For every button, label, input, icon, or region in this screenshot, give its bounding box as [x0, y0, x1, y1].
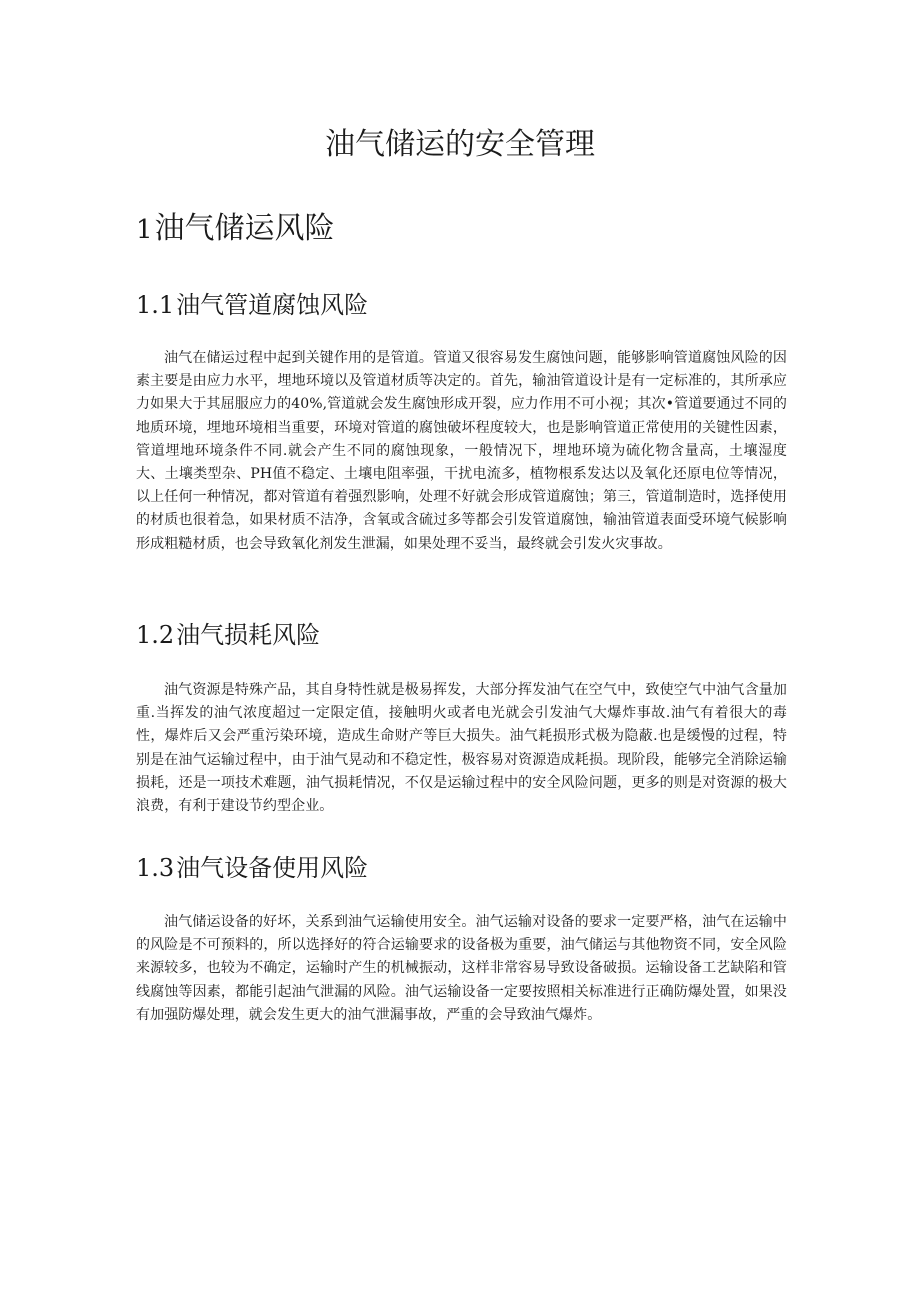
- subsection-heading-text: 油气损耗风险: [176, 621, 321, 649]
- subsection-number: 1.1: [136, 291, 175, 319]
- subsection-number: 1.3: [136, 854, 175, 882]
- section-number: 1: [136, 215, 153, 245]
- subsection-number: 1.2: [136, 621, 175, 649]
- subsection-heading-text: 油气管道腐蚀风险: [176, 291, 369, 319]
- section-heading-1: [136, 208, 335, 251]
- paragraph-1-1: 油气在储运过程中起到关键作用的是管道。管道又很容易发生腐蚀问题，能够影响管道腐蚀风险的因素主要是由应力水平，埋地环境以及管道材质等决定的。首先，输油管道设计是有一定标准的，其所承应力如果大于其屈服应力的40%,管道就会发生腐蚀形成开裂，应力作用不可小视；其次•管道要通过不同的地质环境，埋地环境相当重要，环境对管道的腐蚀破坏程度较大，也是影响管道正常使用的关键性因素，管道埋地环境条件不同.就会产生不同的腐蚀现象，一般情况下，埋地环境为硫化物含量高，土壤湿度大、土壤类型杂、PH值不稳定、土壤电阻率强，干扰电流多，植物根系发达以及氧化还原电位等情况，以上任何一种情况，都对管道有着强烈影响，处理不好就会形成管道腐蚀；第三，管道制造时，选择使用的材质也很着急，如果材质不洁净，含氧或含硫过多等都会引发管道腐蚀，输油管道表面受环境气候影响形成粗糙材质，也会导致氧化剂发生泄漏，如果处理不妥当，最终就会引发火灾事故。: [136, 350, 787, 552]
- document-title: 油气储运的安全管理: [325, 127, 595, 162]
- subsection-heading-1-1: [136, 288, 368, 322]
- paragraph-1-2: 油气资源是特殊产品，其自身特性就是极易挥发，大部分挥发油气在空气中，致使空气中油气含量加重.当挥发的油气浓度超过一定限定值，接触明火或者电光就会引发油气大爆炸事故.油气有着很大的毒性，爆炸后又会严重污染环境，造成生命财产等巨大损失。油气耗损形式极为隐蔽.也是缓慢的过程，特别是在油气运输过程中，由于油气晃动和不稳定性，极容易对资源造成耗损。现阶段，能够完全消除运输损耗，还是一项技术难题，油气损耗情况，不仅是运输过程中的安全风险问题，更多的则是对资源的极大浪费，有利于建设节约型企业。: [136, 682, 787, 815]
- paragraph-1-3: 油气储运设备的好坏，关系到油气运输使用安全。油气运输对设备的要求一定要严格，油气在运输中的风险是不可预料的，所以选择好的符合运输要求的设备极为重要，油气储运与其他物资不同，安全风险来源较多，也较为不确定，运输时产生的机械振动，这样非常容易导致设备破损。运输设备工艺缺陷和管线腐蚀等因素，都能引起油气泄漏的风险。油气运输设备一定要按照相关标准进行正确防爆处置，如果没有加强防爆处理，就会发生更大的油气泄漏事故，严重的会导致油气爆炸。: [136, 914, 787, 1023]
- subsection-heading-text: 油气设备使用风险: [176, 854, 369, 882]
- subsection-heading-1-2: [136, 618, 320, 652]
- section-heading-text: 油气储运风险: [154, 211, 335, 246]
- subsection-heading-1-3: [136, 851, 368, 885]
